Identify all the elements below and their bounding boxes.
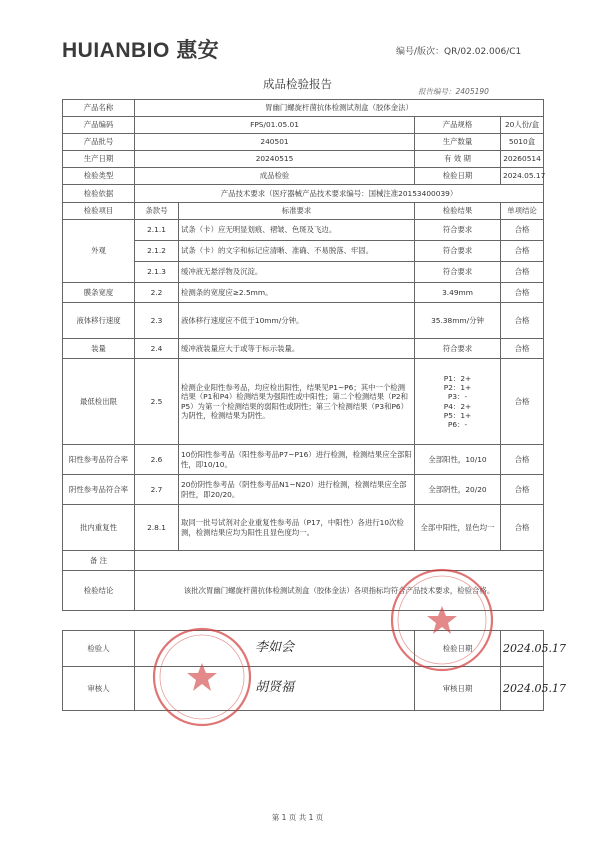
requirement-cell: 试条（卡）应无明显划痕、褶皱、色斑及飞边。 bbox=[179, 220, 415, 241]
row-basis bbox=[63, 185, 544, 203]
result-cell: 全部中阳性，显色均一 bbox=[415, 505, 501, 551]
brand-latin: HUIANBIO bbox=[62, 39, 170, 62]
result-cell: 符合要求 bbox=[415, 262, 501, 283]
product-name-value: 胃幽门螺旋杆菌抗体检测试剂盒（胶体金法） bbox=[135, 100, 544, 117]
verdict-cell: 合格 bbox=[501, 220, 544, 241]
qty-label: 生产数量 bbox=[415, 134, 501, 151]
review-date-label: 审核日期 bbox=[415, 667, 501, 711]
result-cell: 3.49mm bbox=[415, 283, 501, 303]
requirement-cell: 缓冲液装量应大于或等于标示装量。 bbox=[179, 339, 415, 359]
inspect-date-signature: 2024.05.17 bbox=[501, 631, 544, 667]
verdict-cell: 合格 bbox=[501, 262, 544, 283]
clause-cell: 2.1.3 bbox=[135, 262, 179, 283]
item-cell: 液体移行速度 bbox=[63, 303, 135, 339]
requirement-cell: 10份阳性参考品（阳性参考品P7~P16）进行检测，检测结果应全部阳性，即10/10。 bbox=[179, 445, 415, 475]
table-row bbox=[63, 339, 544, 359]
requirement-cell: 缓冲液无悬浮物及沉淀。 bbox=[179, 262, 415, 283]
table-row bbox=[63, 283, 544, 303]
report-title: 成品检验报告 bbox=[263, 77, 332, 91]
requirement-cell: 检测企业阳性参考品，均应检出阳性，结果见P1~P6；其中一个检测结果（P1和P4）检测结果为强阳性或中阳性；第二个检测结果（P2和P5）为第一个检测结果的弱阳性或阴性；第三个检测结果（P3和P6）为阴性，检测结果为阴性。 bbox=[179, 359, 415, 445]
clause-cell: 2.6 bbox=[135, 445, 179, 475]
exp-value: 20260514 bbox=[501, 151, 544, 168]
table-row bbox=[63, 241, 544, 262]
table-row bbox=[63, 475, 544, 505]
product-name-label: 产品名称 bbox=[63, 100, 135, 117]
col-item-header: 检验项目 bbox=[63, 203, 135, 220]
spec-label: 产品规格 bbox=[415, 117, 501, 134]
mfg-value: 20240515 bbox=[135, 151, 415, 168]
item-cell: 膜条宽度 bbox=[63, 283, 135, 303]
result-cell: 符合要求 bbox=[415, 241, 501, 262]
type-value: 成品检验 bbox=[135, 168, 415, 185]
row-code-spec bbox=[63, 117, 544, 134]
review-date-signature: 2024.05.17 bbox=[501, 667, 544, 711]
date-label: 检验日期 bbox=[415, 168, 501, 185]
result-cell: 全部阴性，20/20 bbox=[415, 475, 501, 505]
table-row bbox=[63, 262, 544, 283]
verdict-cell: 合格 bbox=[501, 359, 544, 445]
remark-label: 备 注 bbox=[63, 551, 135, 571]
date-value: 2024.05.17 bbox=[501, 168, 544, 185]
table-row bbox=[63, 359, 544, 445]
exp-label: 有 效 期 bbox=[415, 151, 501, 168]
clause-cell: 2.7 bbox=[135, 475, 179, 505]
verdict-cell: 合格 bbox=[501, 505, 544, 551]
table-row bbox=[63, 303, 544, 339]
result-cell: P1：2+ P2：1+ P3：- P4：2+ P5：1+ P6：- bbox=[415, 359, 501, 445]
item-cell: 最低检出限 bbox=[63, 359, 135, 445]
basis-label: 检验依据 bbox=[63, 185, 135, 203]
spacer-row bbox=[63, 611, 544, 631]
clause-cell: 2.4 bbox=[135, 339, 179, 359]
requirement-cell: 20份阴性参考品（阴性参考品N1~N20）进行检测，检测结果应全部阴性，即20/20。 bbox=[179, 475, 415, 505]
inspector-row bbox=[63, 631, 544, 667]
clause-cell: 2.5 bbox=[135, 359, 179, 445]
item-cell: 装量 bbox=[63, 339, 135, 359]
conclusion-row bbox=[63, 571, 544, 611]
row-batch-qty bbox=[63, 134, 544, 151]
clause-cell: 2.1.1 bbox=[135, 220, 179, 241]
col-result-header: 检验结果 bbox=[415, 203, 501, 220]
table-row bbox=[63, 505, 544, 551]
result-cell: 35.38mm/分钟 bbox=[415, 303, 501, 339]
result-cell: 符合要求 bbox=[415, 339, 501, 359]
verdict-cell: 合格 bbox=[501, 241, 544, 262]
row-type-date bbox=[63, 168, 544, 185]
item-cell: 批内重复性 bbox=[63, 505, 135, 551]
product-code-label: 产品编码 bbox=[63, 117, 135, 134]
brand-cn: 惠安 bbox=[176, 39, 220, 62]
reviewer-row bbox=[63, 667, 544, 711]
verdict-cell: 合格 bbox=[501, 445, 544, 475]
reviewer-label: 审核人 bbox=[63, 667, 135, 711]
requirement-cell: 试条（卡）的文字和标记应清晰、准确、不易脱落、牢固。 bbox=[179, 241, 415, 262]
row-product-name bbox=[63, 100, 544, 117]
item-cell: 阳性参考品符合率 bbox=[63, 445, 135, 475]
column-header-row bbox=[63, 203, 544, 220]
basis-value: 产品技术要求（医疗器械产品技术要求编号：国械注准20153400039） bbox=[135, 185, 544, 203]
page-footer: 第 1 页 共 1 页 bbox=[271, 813, 324, 822]
verdict-cell: 合格 bbox=[501, 475, 544, 505]
report-number: 报告编号：2405190 bbox=[418, 87, 489, 96]
table-row bbox=[63, 445, 544, 475]
batch-value: 240501 bbox=[135, 134, 415, 151]
clause-cell: 2.1.2 bbox=[135, 241, 179, 262]
spec-value: 20人份/盒 bbox=[501, 117, 544, 134]
result-cell: 符合要求 bbox=[415, 220, 501, 241]
item-cell: 阴性参考品符合率 bbox=[63, 475, 135, 505]
requirement-cell: 液体移行速度应不低于10mm/分钟。 bbox=[179, 303, 415, 339]
verdict-cell: 合格 bbox=[501, 339, 544, 359]
conclusion-label: 检验结论 bbox=[63, 571, 135, 611]
mfg-label: 生产日期 bbox=[63, 151, 135, 168]
company-logo bbox=[62, 34, 219, 64]
col-verdict-header: 单项结论 bbox=[501, 203, 544, 220]
col-clause-header: 条款号 bbox=[135, 203, 179, 220]
verdict-cell: 合格 bbox=[501, 283, 544, 303]
requirement-cell: 取同一批号试剂对企业重复性参考品（P17，中阳性）各进行10次检测，检测结果应均为阳性且显色度均一。 bbox=[179, 505, 415, 551]
result-cell: 全部阳性，10/10 bbox=[415, 445, 501, 475]
col-requirement-header: 标准要求 bbox=[179, 203, 415, 220]
conclusion-value: 该批次胃幽门螺旋杆菌抗体检测试剂盒（胶体金法）各项指标均符合产品技术要求，检验合格。 bbox=[135, 571, 544, 611]
document-number: 编号/版次：QR/02.02.006/C1 bbox=[396, 47, 522, 57]
batch-label: 产品批号 bbox=[63, 134, 135, 151]
row-mfg-exp bbox=[63, 151, 544, 168]
reviewer-signature: 胡贤福 bbox=[135, 667, 415, 711]
inspect-date-label: 检验日期 bbox=[415, 631, 501, 667]
type-label: 检验类型 bbox=[63, 168, 135, 185]
inspector-label: 检验人 bbox=[63, 631, 135, 667]
inspection-table bbox=[62, 99, 566, 711]
requirement-cell: 检测条的宽度应≥2.5mm。 bbox=[179, 283, 415, 303]
item-cell: 外观 bbox=[63, 220, 135, 283]
remark-row bbox=[63, 551, 544, 571]
inspector-signature: 李如会 bbox=[135, 631, 415, 667]
clause-cell: 2.3 bbox=[135, 303, 179, 339]
product-code-value: FPS/01.05.01 bbox=[135, 117, 415, 134]
qty-value: 5010盒 bbox=[501, 134, 544, 151]
table-row bbox=[63, 220, 544, 241]
clause-cell: 2.2 bbox=[135, 283, 179, 303]
clause-cell: 2.8.1 bbox=[135, 505, 179, 551]
verdict-cell: 合格 bbox=[501, 303, 544, 339]
remark-value bbox=[135, 551, 544, 571]
